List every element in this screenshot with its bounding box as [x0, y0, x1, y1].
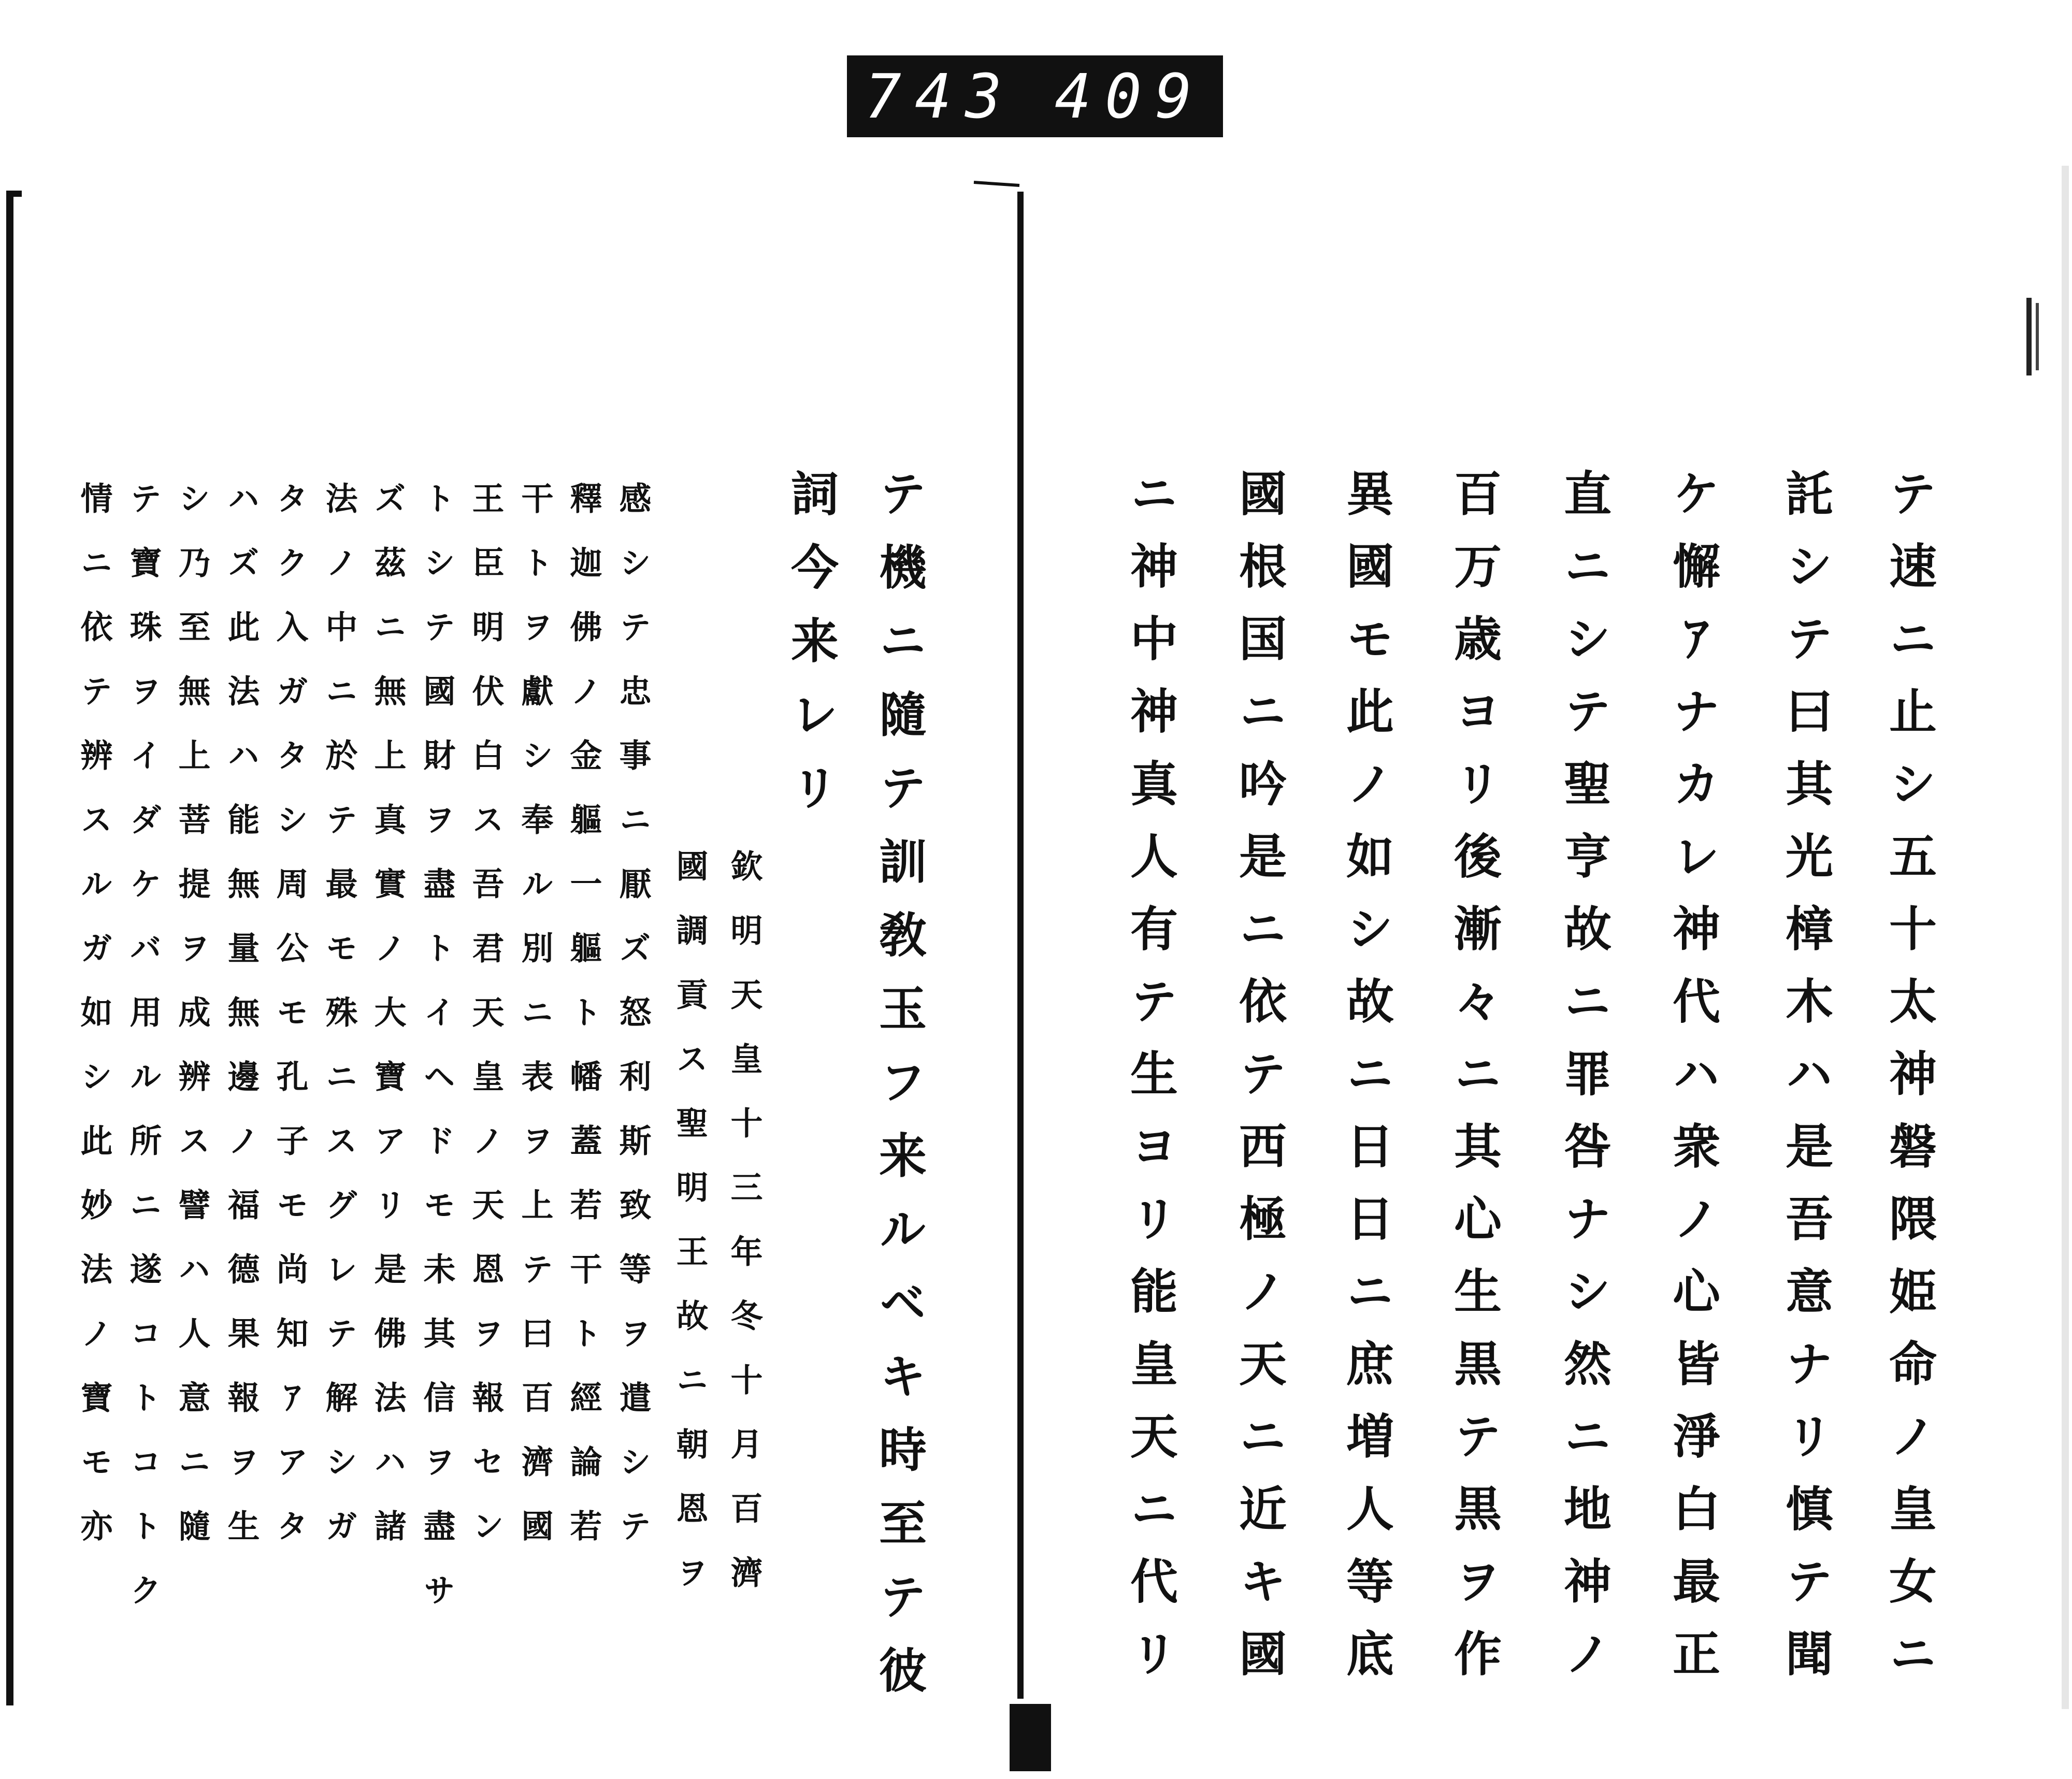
left-text-column-9: トシテ國財ヲ盡トイヘドモ未其信ヲ盡サ	[418, 482, 456, 1638]
left-text-column-6: 釋迦佛ノ金軀一軀ト幡蓋若干ト經論若	[565, 482, 602, 1573]
right-text-column-6: 異國モ此ノ如シ故ニ日日ニ庶増人等底	[1339, 469, 1394, 1701]
right-edge-mark	[2026, 298, 2032, 375]
left-page-edge	[6, 191, 13, 1705]
right-text-column-5: 百万歳ヨリ後漸々ニ其心生黒テ黒ヲ作	[1446, 469, 1502, 1701]
frame-counter	[847, 55, 1223, 137]
frame-number: 743	[865, 61, 1016, 132]
left-text-column-16: 情ニ依テ辨スルガ如シ此妙法ノ寶モ亦	[75, 482, 113, 1573]
left-text-column-12: タク入ガタシ周公モ孔子モ尚知ｱアタ	[271, 482, 309, 1573]
right-text-column-1: テ速ニ止シ五十太神磐隈姫命ノ皇女ニ	[1881, 469, 1937, 1701]
right-text-column-4: 直ニシテ聖亨故ニ罪咎ナシ然ニ地神ノ	[1556, 469, 1612, 1701]
page-number: 409	[1054, 61, 1205, 132]
binding-line	[1017, 192, 1024, 1699]
right-edge-shadow	[2062, 166, 2069, 1709]
left-text-column-5: 感シテ忠事ニ厭ズ怒利斯致等ヲ遣シテ	[614, 482, 652, 1573]
binding-foot	[1010, 1704, 1051, 1771]
left-text-column-14: シ乃至無上菩提ヲ成辨ス譬ハ人意ニ隨	[173, 482, 211, 1573]
left-text-column-2: 詞今来レリ	[783, 469, 839, 836]
right-text-column-8: ニ神中神真人有テ生ヨリ能皇天ニ代リ	[1123, 469, 1178, 1701]
left-text-column-3: 欽明天皇十三年冬十月百濟	[725, 849, 763, 1620]
right-edge-mark-2	[2036, 303, 2039, 370]
right-text-column-2: 託シテ曰其光樟木ハ是吾意ナリ慎テ聞	[1778, 469, 1834, 1701]
right-text-column-7: 國根国ニ吟是ニ依テ西極ノ天ニ近キ國	[1231, 469, 1287, 1701]
left-text-column-4: 國調貢ス聖明王故ニ朝恩ヲ	[671, 849, 709, 1620]
left-text-column-10: ズ茲ニ無上真實ノ大寶アリ是佛法ハ諸	[369, 482, 407, 1573]
left-text-column-15: テ寶珠ヲイダケバ用ル所ニ遂コトコトク	[124, 482, 162, 1638]
binding-top-stroke	[974, 182, 1019, 185]
left-text-column-8: 王臣明伏白ス吾君天皇ノ天恩ヲ報セン	[467, 482, 505, 1573]
left-text-column-1: テ機ニ隨テ訓敎玉フ来ルベキ時至テ彼	[871, 469, 927, 1719]
right-text-column-3: ケ懈ｱナカレ神代ハ衆ノ心皆淨白最正	[1665, 469, 1721, 1701]
left-page-edge-tick	[6, 191, 22, 197]
left-text-column-11: 法ノ中ニ於テ最モ殊ニスグレテ解シガ	[320, 482, 358, 1573]
left-text-column-13: ハズ此法ハ能無量無邊ノ福德果報ヲ生	[222, 482, 260, 1573]
left-text-column-7: 干トヲ獻シ奉ル別ニ表ヲ上テ曰百濟國	[516, 482, 554, 1573]
